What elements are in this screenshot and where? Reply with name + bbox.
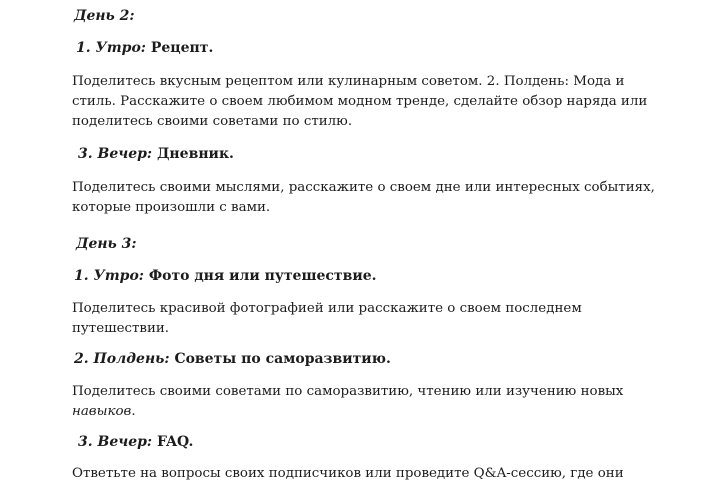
text-line: стиль. Расскажите о своем любимом модном тренде, сделайте обзор наряда или [72,94,648,109]
day3-evening-heading [78,434,193,450]
day3-morning-title: Фото дня или путешествие. [148,268,377,284]
day3-evening-title: FAQ. [156,434,194,450]
day2-evening-text [72,178,655,218]
day3-morning-heading [74,268,377,284]
day3-noon-text [72,382,623,422]
day3-evening-lead: 3. Вечер: [78,434,153,450]
day3-noon-lead: 2. Полдень: [74,351,170,367]
day2-morning-lead: 1. Утро: [76,40,146,56]
text-line: Ответьте на вопросы своих подписчиков или проведите Q&A-сессию, где они [72,466,624,481]
day2-morning-text [72,72,647,132]
text-line: поделитесь своими советами по стилю. [72,114,353,129]
text-line: которые произошли с вами. [72,200,271,215]
day2-evening-heading [78,146,234,162]
day3-evening-text [72,464,624,484]
text-line: Поделитесь вкусным рецептом или кулинарным советом. 2. Полдень: Мода и [72,74,625,89]
day3-noon-heading [74,351,391,367]
day2-evening-title: Дневник. [156,146,234,162]
day3-morning-lead: 1. Утро: [74,268,144,284]
day2-morning-heading [76,40,213,56]
text-line: Поделитесь красивой фотографией или расскажите о своем последнем [72,301,582,316]
day3-noon-title: Советы по саморазвитию. [174,351,391,367]
text-line: навыков. [72,404,136,419]
day3-title: День 3: [76,236,137,252]
text-line: путешествии. [72,321,170,336]
day2-morning-title: Рецепт. [150,40,214,56]
day2-evening-lead: 3. Вечер: [78,146,153,162]
text-line: Поделитесь своими советами по саморазвитию, чтению или изучению новых [72,384,624,399]
day3-morning-text [72,299,582,339]
day2-title: День 2: [74,8,135,24]
text-line: Поделитесь своими мыслями, расскажите о своем дне или интересных событиях, [72,180,655,195]
